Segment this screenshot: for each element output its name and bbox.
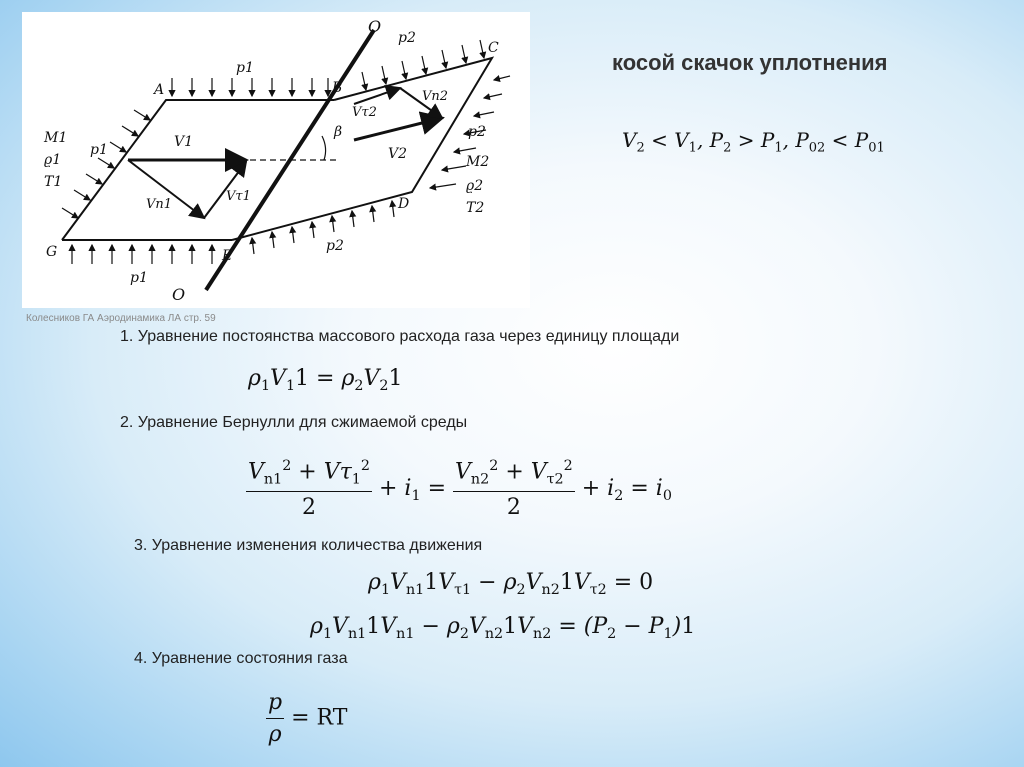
label-Vt1: Vτ1 xyxy=(226,189,251,204)
heading-momentum: 3. Уравнение изменения количества движения xyxy=(134,537,483,554)
equation-momentum-normal: $\rho_1V_{n1}1V_{n1} - \rho_2V_{n2}1V_{n2} = (P_2 - P_1)1$ xyxy=(310,614,696,642)
beta-angle-arc xyxy=(322,136,326,160)
label-V1: V1 xyxy=(174,134,194,150)
label-Vn2: Vn2 xyxy=(422,89,449,104)
pressure-arrows-bottom-left xyxy=(72,245,212,264)
label-O-bottom: O xyxy=(172,285,186,304)
label-p2-bottom: p2 xyxy=(326,238,344,254)
label-beta: β xyxy=(334,124,343,140)
left-region-outline xyxy=(62,100,334,240)
heading-bernoulli: 2. Уравнение Бернулли для сжимаемой среды xyxy=(120,414,468,431)
label-E: E xyxy=(222,248,233,264)
equation-state: $\frac{p}{\rho}$ = RT xyxy=(268,690,348,747)
label-V2: V2 xyxy=(388,146,408,162)
equation-momentum-tangential: $\rho_1V_{n1}1V_{\tau 1} - \rho_2V_{n2}1V_{\tau 2} = 0$ xyxy=(368,570,654,598)
label-M1: M1 xyxy=(44,130,68,146)
label-Vt2: Vτ2 xyxy=(352,105,377,120)
state-eq-rhs: RT xyxy=(316,705,348,731)
label-C: C xyxy=(488,40,499,56)
right-region-outline xyxy=(232,58,492,240)
label-Vn1: Vn1 xyxy=(146,197,173,212)
label-rho1: ϱ1 xyxy=(44,152,62,168)
pressure-arrows-left-edge xyxy=(62,110,150,218)
v2-vector xyxy=(354,118,442,140)
shock-relation: $V_2 < V_1$, $P_2 > P_1$, $P_{02} < P_{01}$ xyxy=(622,128,885,156)
equation-bernoulli: $\frac{V_{n1}^2 + V\tau_1^2}{2}$ + $i_1$ = $\frac{V_{n2}^2 + V_{\tau 2}^2}{2}$ + $i_2 = i_0$ xyxy=(248,458,672,520)
label-p1-left: p1 xyxy=(90,142,108,158)
label-p1-bottom: p1 xyxy=(130,270,148,286)
label-O-top: O xyxy=(368,17,382,36)
label-p1-top: p1 xyxy=(236,60,254,76)
label-T1: T1 xyxy=(44,174,63,190)
label-G: G xyxy=(46,244,58,260)
pressure-arrows-top-left xyxy=(172,78,328,96)
label-M2: M2 xyxy=(466,154,490,170)
slide-title: косой скачок уплотнения xyxy=(612,50,888,75)
heading-mass-flow: 1. Уравнение постоянства массового расхода газа через единицу площади xyxy=(120,328,680,345)
label-p2-right: p2 xyxy=(468,124,486,140)
figure-caption: Колесников ГА Аэродинамика ЛА стр. 59 xyxy=(26,313,216,324)
label-A: A xyxy=(154,82,165,98)
heading-state: 4. Уравнение состояния газа xyxy=(134,650,348,667)
equation-mass-flow: $\rho_1V_11 = \rho_2V_21$ xyxy=(248,366,403,394)
pressure-arrows-bottom-right xyxy=(252,201,394,254)
label-T2: T2 xyxy=(466,200,485,216)
vt2-vector xyxy=(354,88,400,104)
label-B: B xyxy=(332,80,343,96)
label-p2-top: p2 xyxy=(398,30,416,46)
oblique-shock-diagram xyxy=(22,12,530,308)
label-D: D xyxy=(398,196,410,212)
label-rho2: ϱ2 xyxy=(466,178,484,194)
